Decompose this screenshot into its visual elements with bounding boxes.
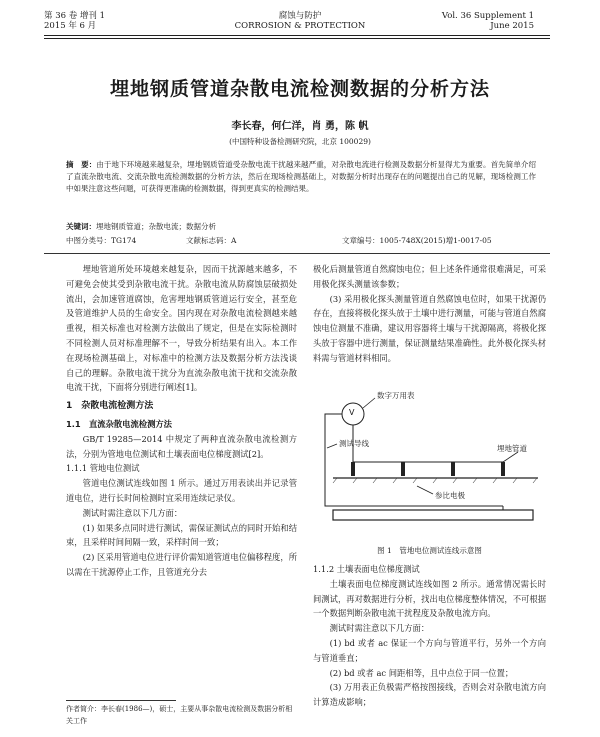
- test-wire-to-pipe: [325, 414, 503, 506]
- abstract-text: 由于地下环境越来越复杂，埋地钢质管道受杂散电流干扰越来越严重，对杂散电流进行检测及数据分析显得尤为重要。首先简单介绍了直流杂散电流、交流杂散电流检测数据的分析方法，然后在现场检测基础上，对数据分析时出现存在的问题提出自己的见解，现场检测工作中如果注意这些问题，可获得更准确的检测数据，得到更真实的检测结果。: [66, 160, 536, 193]
- header-volume-en: Vol. 36 Supplement 1: [441, 11, 534, 21]
- abstract: [66, 159, 536, 195]
- section-1-1-paragraph: GB/T 19285—2014 中规定了两种直流杂散电流检测方法，分别为管地电位测试和土壤表面电位梯度测试[2]。: [66, 433, 297, 459]
- clc-number: 中图分类号：TG174: [66, 236, 137, 245]
- header-journal-en: CORROSION & PROTECTION: [234, 21, 366, 31]
- keywords-text: 埋地钢质管道；杂散电流；数据分析: [96, 222, 216, 231]
- header-rule-thin: [44, 38, 550, 39]
- right-column-top: [313, 262, 546, 366]
- keywords: [66, 221, 536, 232]
- gradient-note-1: (1) bd 或者 ac 保证一个方向与管道平行，另外一个方向与管道垂直；: [313, 637, 546, 663]
- document-code: 文献标志码：A: [186, 236, 237, 245]
- buried-pipeline: [333, 510, 533, 520]
- header-journal-cn: 腐蚀与防护: [278, 11, 322, 21]
- electrode-leader-line: [417, 486, 433, 494]
- figure-1-diagram: [313, 386, 546, 536]
- note-item-2: (2) 区采用管道电位进行评价需知道管道电位偏移程度，所以需在干扰源停止工作，且管道充分去: [66, 552, 297, 577]
- section-1-1-heading: 1.1 直流杂散电流检测方法: [66, 418, 172, 429]
- notes-intro: 测试时需注意以下几方面：: [82, 507, 183, 518]
- paper-title: 埋地钢质管道杂散电流检测数据的分析方法: [109, 78, 490, 100]
- paper-affiliation: (中国特种设备检测研究院，北京 100029): [229, 137, 371, 146]
- paper-authors: 李长春，何仁洋，肖 勇，陈 帆: [231, 121, 369, 132]
- continued-paragraph: 极化后测量管道自然腐蚀电位；但上述条件通常很难满足，可采用极化探头测量该参数；: [313, 264, 546, 289]
- gradient-note-3: (3) 万用表正负极需严格按图接线，否则会对杂散电流方向计算造成影响；: [313, 682, 546, 708]
- classification-info: [66, 235, 546, 247]
- meter-leader-line: [363, 398, 375, 408]
- header-volume: 第 36 卷 增刊 1: [44, 11, 106, 21]
- article-number: 文章编号：1005-748X(2015)增1-0017-05: [342, 236, 492, 245]
- notes-intro-2: 测试时需注意以下几方面：: [329, 623, 430, 634]
- note-item-1: (1) 如果多点同时进行测试，需保证测试点的同时开始和结束，且采样时间间隔一致，采样时间一致；: [66, 522, 297, 548]
- figure-1: [313, 386, 546, 536]
- abstract-label: 摘 要：: [66, 160, 97, 169]
- author-footnote: 作者简介：李长春(1986—)，硕士，主要从事杂散电流检测及数据分析相关工作: [66, 705, 293, 725]
- section-1-1-1-heading: 1.1.1 管地电位测试: [66, 463, 140, 474]
- header-rule-thick: [44, 35, 550, 36]
- voltmeter-symbol: V: [349, 408, 355, 417]
- figure-label-pipe: 埋地管道: [497, 444, 527, 453]
- ground-hatching: [333, 478, 537, 483]
- wire-leader-line: [327, 444, 337, 448]
- header-right: [442, 11, 534, 31]
- figure-label-meter: 数字万用表: [377, 391, 415, 400]
- section-1-1-2-paragraph: 土壤表面电位梯度测试连线如图 2 所示。通常情况需长时间测试，再对数据进行分析，找出电位梯度整体情况，不可根据一个数据判断杂散电流干扰程度及杂散电流方向。: [313, 578, 546, 619]
- header-date: 2015 年 6 月: [44, 21, 97, 31]
- left-column: [66, 262, 297, 580]
- reference-electrodes: [351, 462, 505, 476]
- footnote-rule: [66, 700, 176, 701]
- section-1-1-1-paragraph: 管道电位测试连线如图 1 所示。通过万用表读出并记录管道电位，进行长时间检测时宜采用连续记录仪。: [66, 478, 297, 503]
- section-1-1-2-heading: 1.1.2 土壤表面电位梯度测试: [313, 564, 420, 574]
- gradient-note-2: (2) bd 或者 ac 间距相等，且中点位于同一位置；: [329, 667, 514, 678]
- keywords-label: 关键词：: [66, 222, 96, 231]
- figure-label-wire: 测试导线: [339, 439, 369, 448]
- intro-paragraph: 埋地管道所处环境越来越复杂，因而干扰源越来越多，不可避免会使其受到杂散电流干扰。杂散电流从防腐蚀层破损处流出，会加速管道腐蚀，危害埋地钢质管道运行安全，甚至危及管道维护人员的生命安全。国内现在对杂散电流检测越来越重视，相关标准也对检测方法做出了规定，但是在实际检测时不同检测人员对标准理解不一，导致分析结果有出入。本工作在现场检测基础上，对标准中的检测方法及数据分析方法浅谈自己的理解。杂散电流干扰分为直流杂散电流干扰和交流杂散电流干扰，下面将分别进行阐述[1]。: [66, 264, 297, 393]
- header-date-en: June 2015: [490, 21, 534, 31]
- abstract-separator: [44, 253, 550, 254]
- note-item-3: (3) 采用极化探头测量管道自然腐蚀电位时，如果干扰源仍存在，直接将极化探头放于土壤中进行测量，可能与管道自然腐蚀电位测量不准确，建议用容器将土壤与干扰源隔离，将极化探头放于容器中进行测量，保证测量结果准确性。此外极化探头材料需与管道材料相同。: [313, 293, 546, 363]
- section-1-heading: 1 杂散电流检测方法: [66, 401, 154, 412]
- figure-label-reference: 参比电极: [435, 491, 465, 500]
- running-header: [0, 0, 600, 44]
- right-column-bottom: [313, 562, 546, 710]
- figure-1-caption: 图 1 管地电位测试连线示意图: [377, 546, 482, 555]
